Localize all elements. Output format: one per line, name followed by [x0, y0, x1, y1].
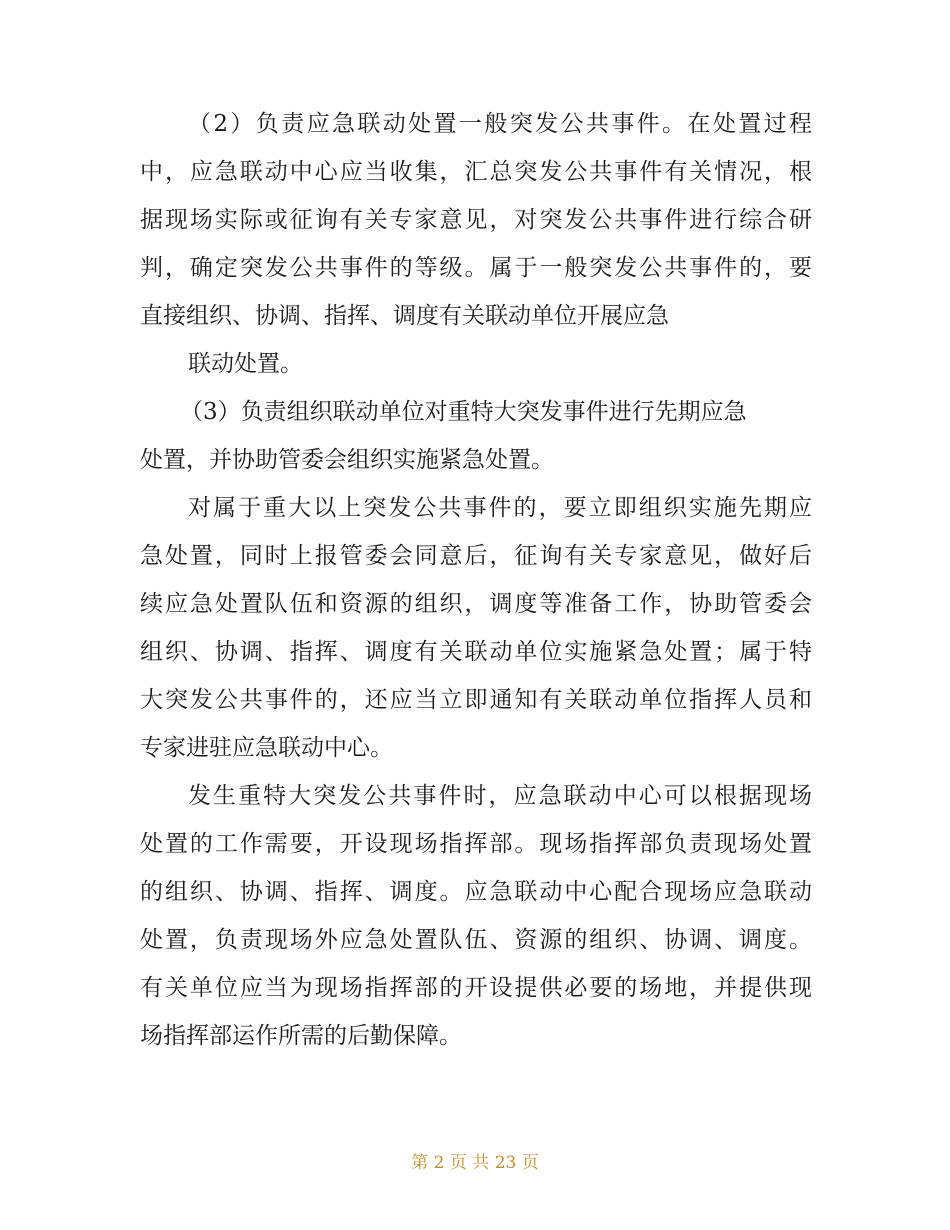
- text-line: 处置，负责现场外应急处置队伍、资源的组织、协调、调度。: [140, 927, 812, 953]
- text-line: 处置的工作需要，开设现场指挥部。现场指挥部负责现场处置: [140, 831, 812, 857]
- text-line: 场指挥部运作所需的后勤保障。: [140, 1023, 462, 1049]
- text-line: 处置，并协助管委会组织实施紧急处置。: [140, 447, 554, 473]
- text-line: 对属于重大以上突发公共事件的，要立即组织实施先期应: [188, 495, 812, 521]
- text-line: 联动处置。: [188, 351, 303, 377]
- text-line: 续应急处置队伍和资源的组织，调度等准备工作，协助管委会: [140, 591, 812, 617]
- document-body: [140, 100, 812, 1060]
- text-line: 有关单位应当为现场指挥部的开设提供必要的场地，并提供现: [140, 975, 812, 1001]
- text-line: 急处置，同时上报管委会同意后，征询有关专家意见，做好后: [140, 543, 812, 569]
- text-line: 直接组织、协调、指挥、调度有关联动单位开展应急: [140, 303, 669, 329]
- text-line: 据现场实际或征询有关专家意见，对突发公共事件进行综合研: [140, 207, 812, 233]
- text-line: 发生重特大突发公共事件时，应急联动中心可以根据现场: [188, 783, 812, 809]
- text-line: 专家进驻应急联动中心。: [140, 735, 393, 761]
- text-line: 大突发公共事件的，还应当立即通知有关联动单位指挥人员和: [140, 687, 812, 713]
- page-footer: 第 2 页 共 23 页: [411, 1153, 539, 1173]
- text-line: 判，确定突发公共事件的等级。属于一般突发公共事件的，要: [140, 255, 812, 281]
- text-line: （2）负责应急联动处置一般突发公共事件。在处置过程: [188, 111, 812, 137]
- text-line: （3）负责组织联动单位对重特大突发事件进行先期应急: [180, 399, 747, 425]
- text-line: 的组织、协调、指挥、调度。应急联动中心配合现场应急联动: [140, 879, 812, 905]
- text-line: 组织、协调、指挥、调度有关联动单位实施紧急处置；属于特: [140, 639, 812, 665]
- text-line: 中，应急联动中心应当收集，汇总突发公共事件有关情况，根: [140, 159, 812, 185]
